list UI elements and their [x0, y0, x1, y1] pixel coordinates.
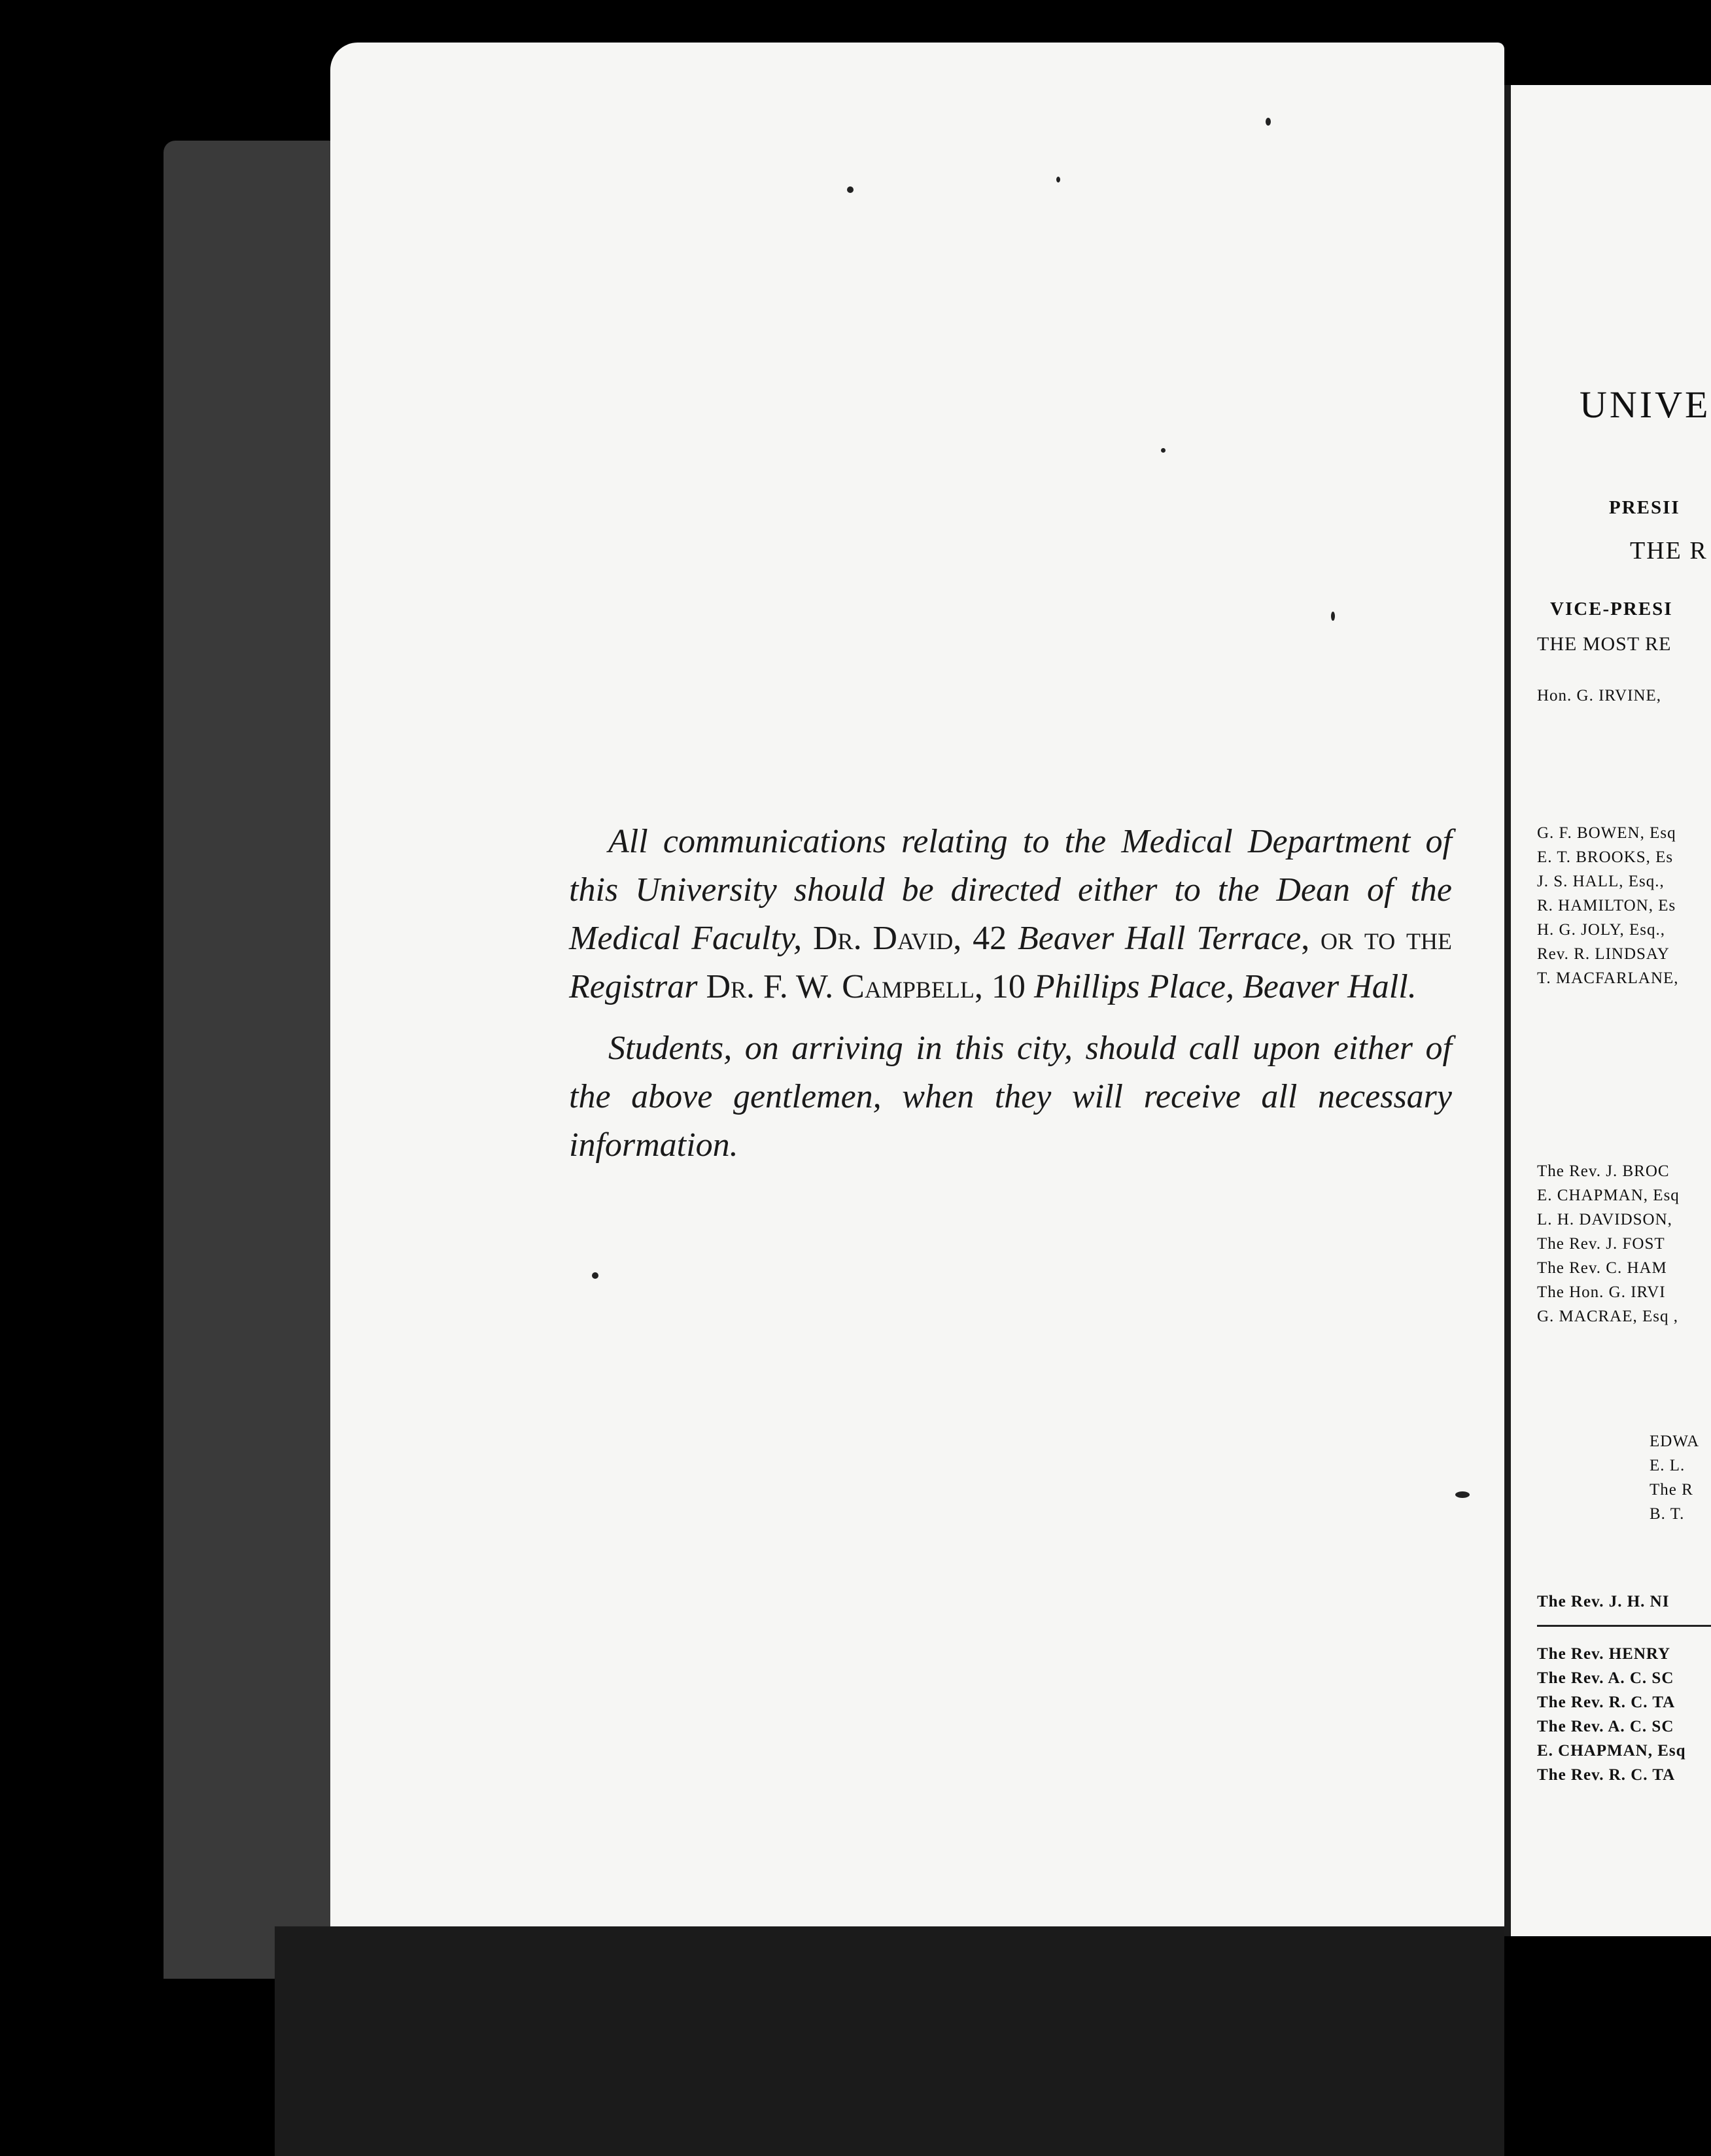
notice-text-run: , 10	[974, 968, 1034, 1005]
notice-text-run: All communications relating to the Medical Department of this University should be directed either to the Dean of the Medical Faculty,	[569, 823, 1452, 957]
right-page-line: The R	[1650, 1481, 1693, 1499]
right-page-line: The Rev. R. C. TA	[1537, 1694, 1676, 1711]
notice-text-run	[697, 968, 706, 1005]
notice-text-run: Beaver Hall Terrace	[1017, 920, 1302, 957]
right-page-line: THE MOST RE	[1537, 633, 1672, 655]
right-page-line: H. G. JOLY, Esq.,	[1537, 921, 1665, 939]
right-page-line: PRESII	[1609, 497, 1680, 518]
speck	[1161, 448, 1166, 453]
right-page-line: E. T. BROOKS, Es	[1537, 848, 1674, 866]
registrar-name: Dr. F. W. Campbell	[706, 968, 975, 1005]
notice-text-run: , or to the	[1301, 920, 1453, 957]
scan-bottom-shadow	[275, 1926, 1504, 2156]
right-page-line: The Rev. C. HAM	[1537, 1259, 1667, 1277]
underlying-page-edge	[164, 141, 353, 1979]
notice-text-run: Phillips Place, Beaver Hall.	[1033, 968, 1417, 1005]
right-page-line: E. CHAPMAN, Esq	[1537, 1187, 1680, 1204]
notice-text-run: Registrar	[569, 968, 698, 1005]
right-page-line: EDWA	[1650, 1433, 1700, 1450]
notice-text-run: , 42	[953, 920, 1018, 957]
right-page-line: E. CHAPMAN, Esq	[1537, 1742, 1686, 1760]
right-page-line: The Rev. J. BROC	[1537, 1162, 1670, 1180]
dean-name: Dr. David	[813, 920, 954, 957]
speck	[1056, 177, 1060, 183]
page-gutter	[1504, 85, 1511, 1936]
right-page-line: L. H. DAVIDSON,	[1537, 1211, 1672, 1228]
right-page-line: THE R	[1630, 537, 1708, 565]
right-page-rule	[1537, 1625, 1711, 1627]
right-page-line: T. MACFARLANE,	[1537, 969, 1679, 987]
right-page-line: R. HAMILTON, Es	[1537, 897, 1676, 914]
right-page-line: The Rev. J. H. NI	[1537, 1593, 1670, 1610]
right-page-line: The Rev. HENRY	[1537, 1645, 1671, 1663]
right-page-line: The Rev. R. C. TA	[1537, 1766, 1676, 1784]
right-page-title: UNIVE	[1580, 383, 1711, 426]
speck	[1266, 118, 1271, 126]
right-page-line: The Rev. J. FOST	[1537, 1235, 1665, 1253]
notice-paragraph-2: Students, on arriving in this city, should call upon either of the above gentlemen, when they will receive all necessary information.	[569, 1030, 1452, 1164]
speck	[1331, 612, 1335, 621]
right-page-line: E. L.	[1650, 1457, 1685, 1474]
right-page-line: G. F. BOWEN, Esq	[1537, 824, 1676, 842]
right-page-line: G. MACRAE, Esq ,	[1537, 1308, 1679, 1325]
notice-text	[569, 818, 1452, 1170]
right-page-line: The Hon. G. IRVI	[1537, 1283, 1666, 1301]
right-page-line: Hon. G. IRVINE,	[1537, 687, 1662, 704]
right-page-line: B. T.	[1650, 1505, 1685, 1523]
speck	[592, 1272, 598, 1279]
notice-paragraph-1	[569, 818, 1452, 1011]
right-page-line: The Rev. A. C. SC	[1537, 1718, 1674, 1735]
speck	[1455, 1491, 1470, 1498]
right-page-line: J. S. HALL, Esq.,	[1537, 873, 1665, 890]
right-page-line: VICE-PRESI	[1550, 599, 1673, 619]
right-page	[1511, 85, 1711, 1936]
right-page-line: The Rev. A. C. SC	[1537, 1669, 1674, 1687]
right-page-line: Rev. R. LINDSAY	[1537, 945, 1670, 963]
speck	[847, 186, 854, 193]
